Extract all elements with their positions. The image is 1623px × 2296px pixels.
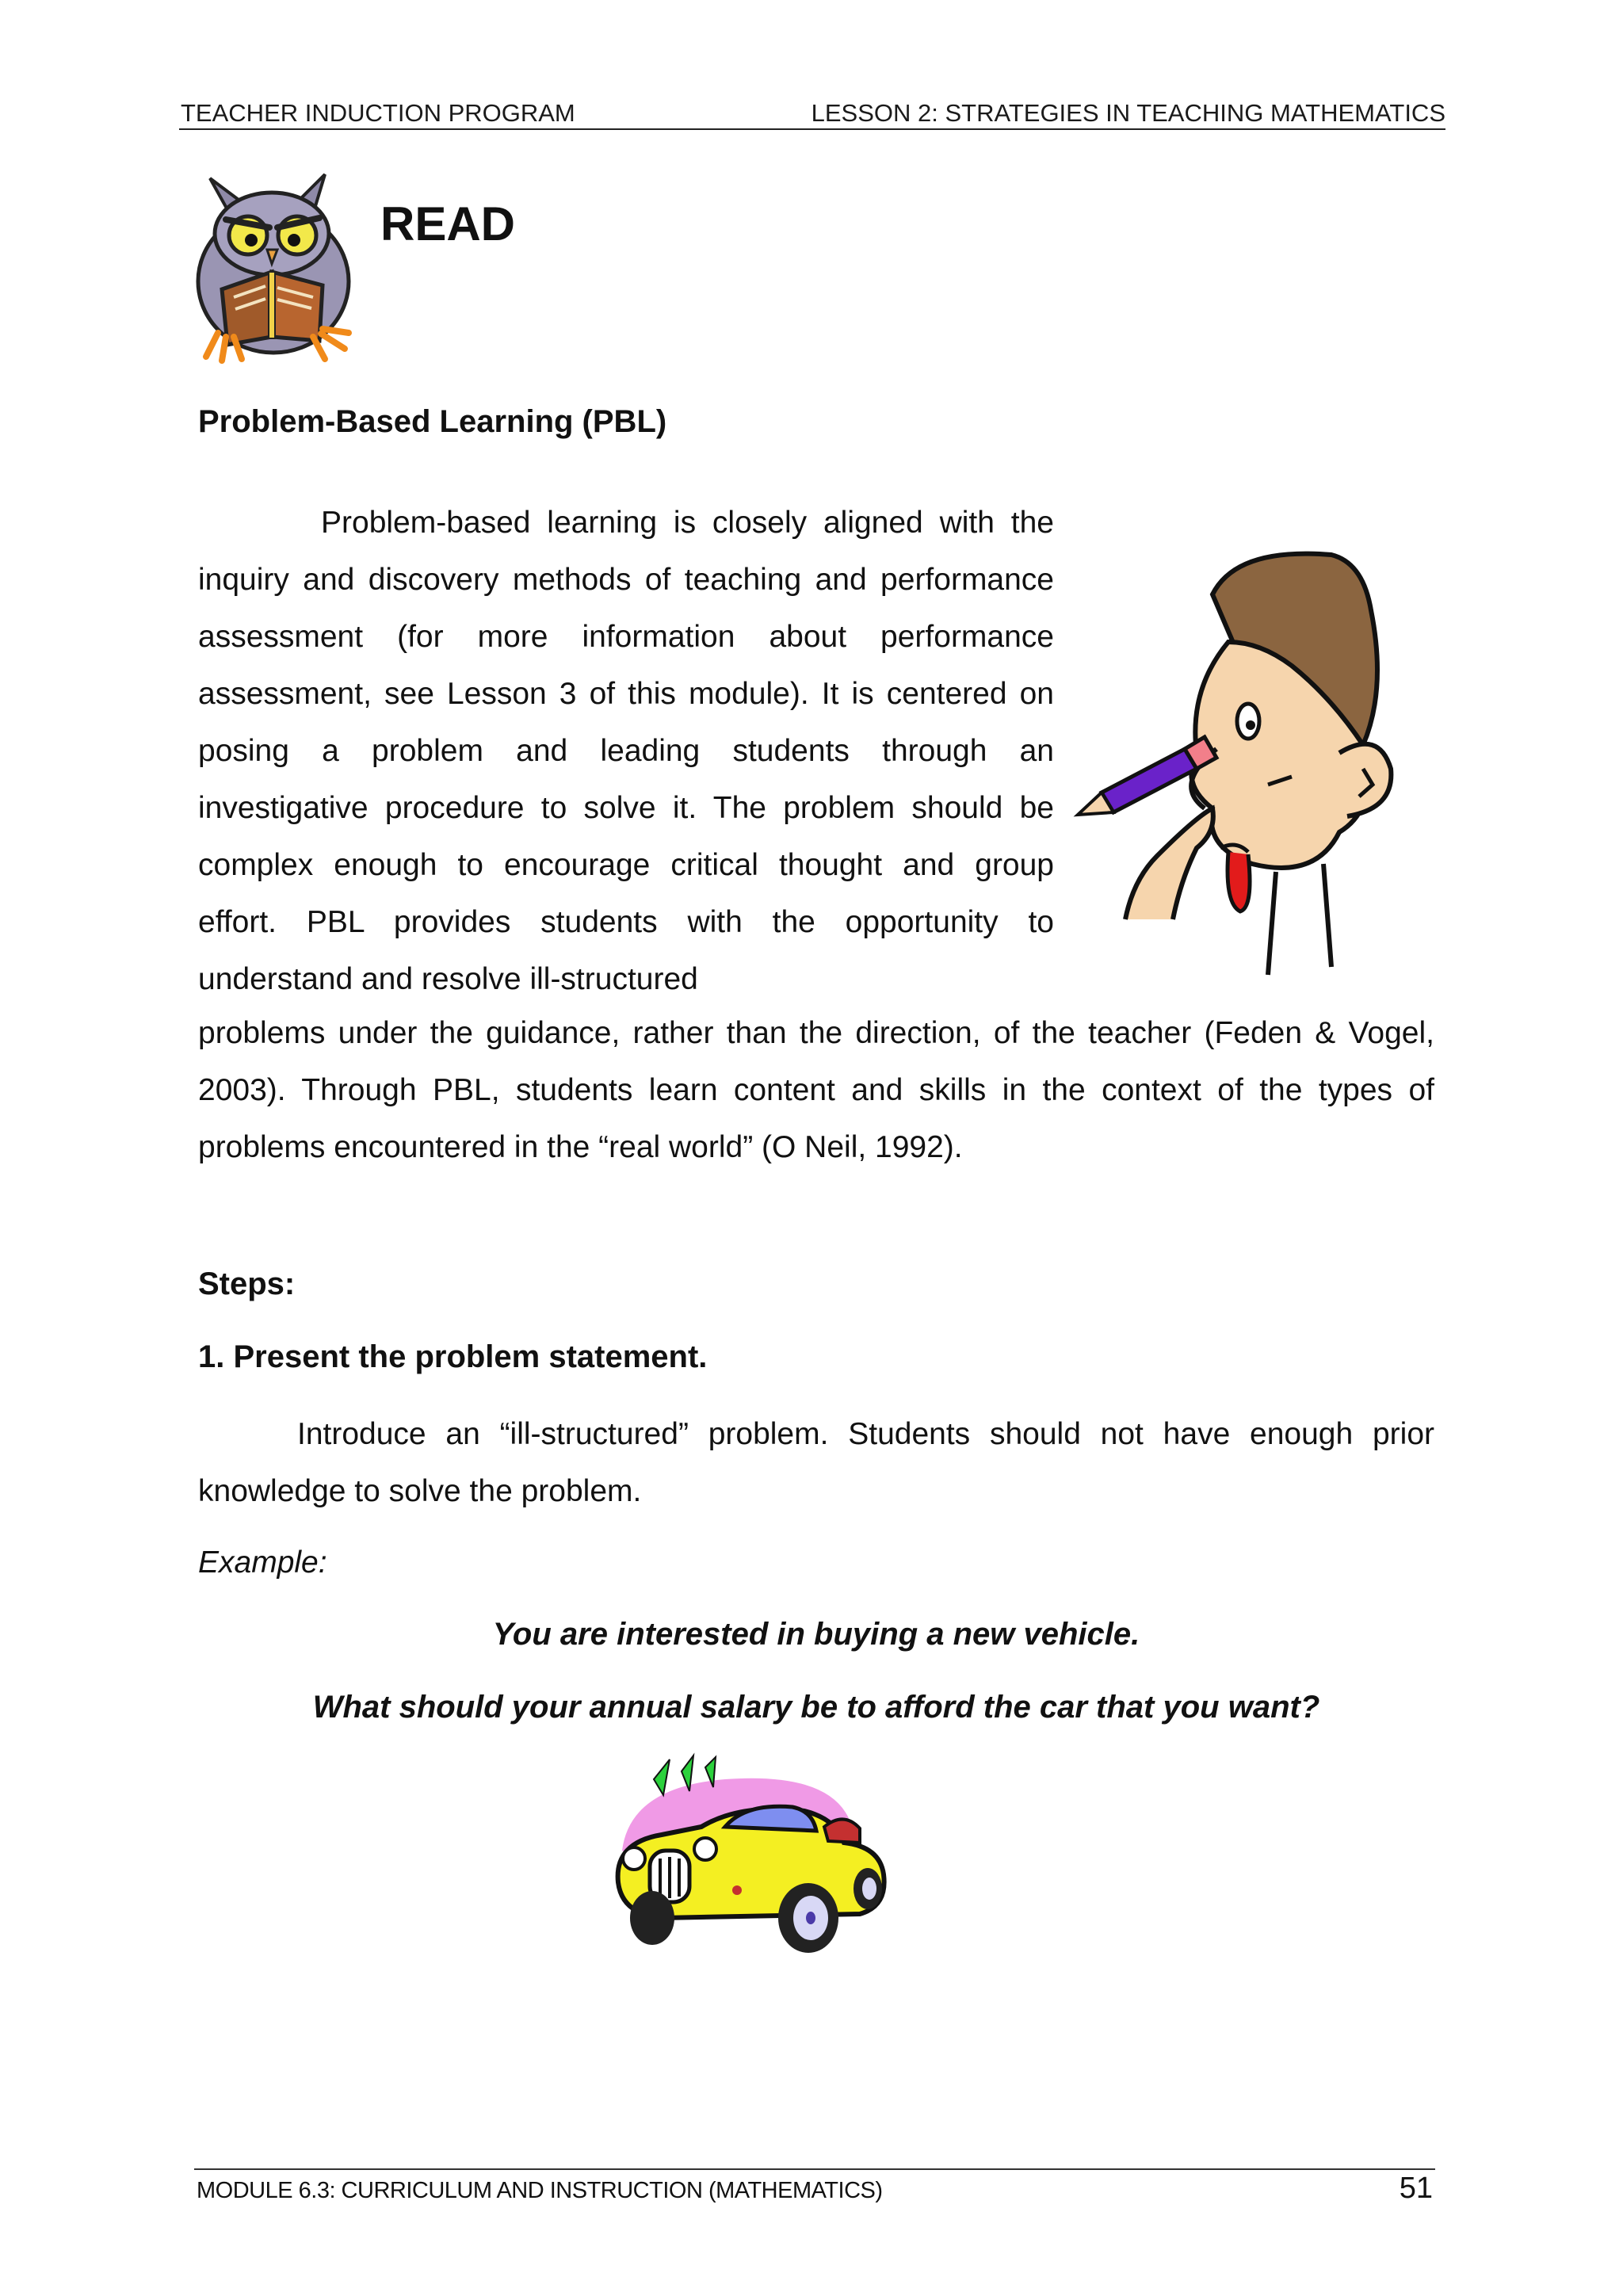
owl-reading-book-icon: [186, 170, 384, 369]
example-label: Example:: [198, 1545, 327, 1580]
step-1-text: Introduce an “ill-structured” problem. Students should not have enough prior knowledge to solve the problem.: [198, 1417, 1434, 1508]
read-section-title: READ: [380, 197, 516, 250]
steps-label: Steps:: [198, 1266, 296, 1301]
pbl-paragraph-continued: problems under the guidance, rather than the direction, of the teacher (Feden & Vogel, 2003). Through PBL, students learn content and skills in the context of the types of problems encountered in the “real world” (O Neil, 1992).: [198, 1016, 1434, 1164]
thinking-man-with-pencil-icon: [1078, 547, 1419, 983]
page-number: 51: [1399, 2172, 1433, 2205]
example-line-2: What should your annual salary be to afford the car that you want?: [312, 1690, 1320, 1725]
footer-divider: [194, 2168, 1435, 2170]
header-program-title: TEACHER INDUCTION PROGRAM: [181, 99, 575, 127]
example-line-1: You are interested in buying a new vehicle.: [492, 1617, 1140, 1652]
footer-module-title: MODULE 6.3: CURRICULUM AND INSTRUCTION (MATHEMATICS): [197, 2178, 883, 2203]
pbl-paragraph-wrapped: Problem-based learning is closely aligned with the inquiry and discovery methods of teaching and performance assessment (for more information about performance assessment, see Lesson 3 of this module). It is centered on posing a problem and leading students through an investigative procedure to solve it. The problem should be complex enough to encourage critical thought and group effort. PBL provides students with the opportunity to understand and resolve ill-structured: [198, 506, 1054, 996]
header-divider: [179, 128, 1445, 130]
header-lesson-title: LESSON 2: STRATEGIES IN TEACHING MATHEMATICS: [811, 99, 1445, 127]
pbl-section-title: Problem-Based Learning (PBL): [198, 404, 667, 439]
yellow-car-icon: [606, 1755, 903, 1962]
step-1-title: 1. Present the problem statement.: [198, 1339, 708, 1374]
